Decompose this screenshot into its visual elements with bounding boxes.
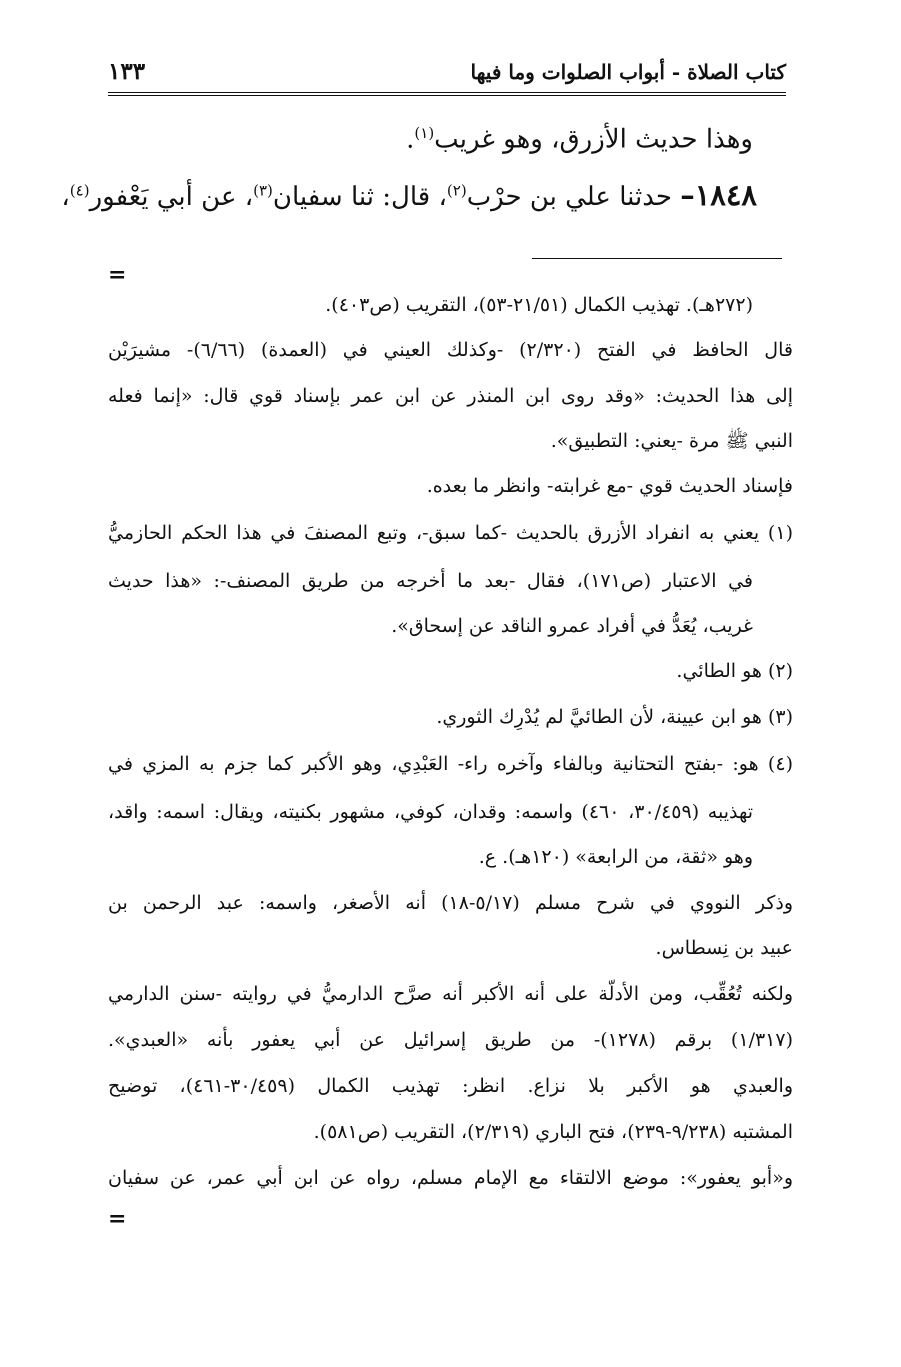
footnote-ref: (٤) <box>69 181 90 200</box>
footnote-ref: (١) <box>414 124 435 142</box>
footnote-line: عبيد بن نِسطاس. <box>655 937 793 959</box>
footnote-ref: (٢) <box>446 181 467 200</box>
footnote-line: (٣) هو ابن عيينة، لأن الطائيَّ لم يُدْرِك الثوري. <box>436 706 793 728</box>
footnote-line: غريب، يُعَدُّ في أفراد عمرو الناقد عن إسحاق». <box>391 615 753 637</box>
footnote-ref: (٣) <box>253 181 273 200</box>
footnote-line: المشتبه (٩/٢٣٨-٢٣٩)، فتح الباري (٢/٣١٩)، التقريب (ص٥٨١). <box>313 1121 793 1143</box>
footnote-line: ولكنه تُعُقِّب، ومن الأدلّة على أنه الأكبر أنه صرَّح الدارميُّ في روايته -سنن الدارمي <box>108 983 793 1005</box>
hadith-number: ١٨٤٨– <box>680 178 757 212</box>
running-header <box>108 60 786 96</box>
footnote-line: في الاعتبار (ص١٧١)، فقال -بعد ما أخرجه من طريق المصنف-: «هذا حديث <box>108 570 753 592</box>
footnote-line: وهو «ثقة، من الرابعة» (١٢٠هـ). ع. <box>478 846 753 868</box>
chapter-title: كتاب الصلاة - أبواب الصلوات وما فيها <box>470 60 786 84</box>
main-text-line: وهذا حديث الأزرق، وهو غريب$^{(١)}$. <box>406 124 753 155</box>
footnote-line: و«أبو يعفور»: موضع الالتقاء مع الإمام مسلم، رواه عن ابن أبي عمر، عن سفيان <box>108 1167 793 1189</box>
footnote-line: فإسناد الحديث قوي -مع غرابته- وانظر ما بعده. <box>426 475 793 497</box>
continuation-mark-bottom: = <box>108 1206 126 1232</box>
hadith-line: ١٨٤٨– حدثنا علي بن حرْب$^{(٢)}$، قال: ثنا سفيان$^{(٣)}$، عن أبي يَعْفور$^{(٤)}$، <box>61 178 757 212</box>
footnote-line: والعبدي هو الأكبر بلا نزاع. انظر: تهذيب الكمال (٣٠/٤٥٩-٤٦١)، توضيح <box>108 1075 793 1097</box>
page-number: ١٣٣ <box>108 58 146 85</box>
footnote-line: إلى هذا الحديث: «وقد روى ابن المنذر عن ابن عمر بإسناد قوي قال: «إنما فعله <box>108 385 793 407</box>
footnote-separator <box>532 258 782 259</box>
footnote-line: قال الحافظ في الفتح (٢/٣٢٠) -وكذلك العيني في (العمدة) (٦/٦٦)- مشيرَيْن <box>108 339 793 361</box>
footnote-line: (١) يعني به انفراد الأزرق بالحديث -كما سبق-، وتبع المصنفَ في هذا الحكم الحازميُّ <box>108 522 793 544</box>
footnote-line: (٤) هو: -بفتح التحتانية وبالفاء وآخره راء- العَبْدِي، وهو الأكبر كما جزم به المزي في <box>108 753 793 775</box>
footnote-line: (٢) هو الطائي. <box>676 660 793 682</box>
footnote-line: تهذيبه (٣٠/٤٥٩، ٤٦٠) واسمه: وقدان، كوفي، مشهور بكنيته، ويقال: اسمه: واقد، <box>108 801 754 823</box>
footnote-line: (١/٣١٧) برقم (١٢٧٨)- من طريق إسرائيل عن أبي يعفور بأنه «العبدي». <box>108 1029 794 1051</box>
footnote-line: (٢٧٢هـ). تهذيب الكمال (٢١/٥١-٥٣)، التقريب (ص٤٠٣). <box>325 294 753 316</box>
footnote-line: وذكر النووي في شرح مسلم (٥/١٧-١٨) أنه الأصغر، واسمه: عبد الرحمن بن <box>108 892 793 914</box>
header-rule <box>108 92 786 96</box>
continuation-mark-top: = <box>108 262 126 288</box>
footnote-line: النبي ﷺ مرة -يعني: التطبيق». <box>550 430 793 452</box>
